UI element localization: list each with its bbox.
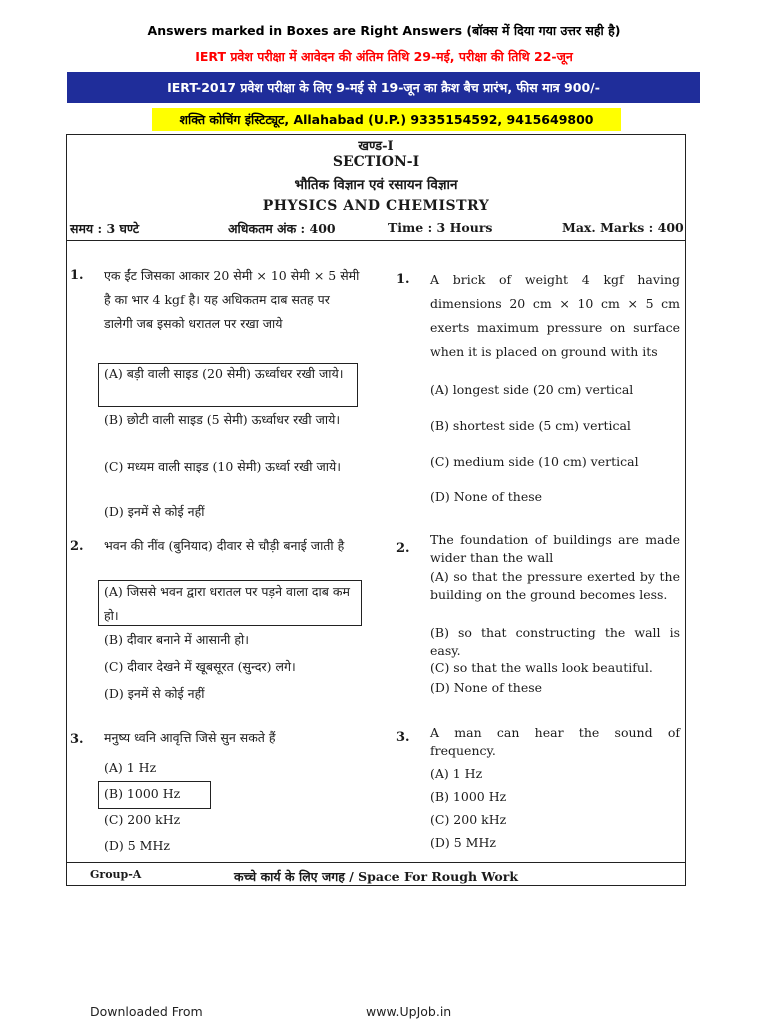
question-number: 2. xyxy=(70,539,84,554)
subject-english: PHYSICS AND CHEMISTRY xyxy=(262,198,490,214)
question-number-english: 3. xyxy=(396,730,410,745)
institute-text: शक्ति कोचिंग इंस्टिट्यूट, Allahabad (U.P.) 9335154592, 9415649800 xyxy=(179,112,594,127)
question-number-english: 1. xyxy=(396,272,410,287)
option-english: (B) so that constructing the wall is easy. xyxy=(430,625,680,658)
downloaded-from-text: Downloaded From xyxy=(90,1004,203,1019)
marks-hindi: अधिकतम अंक : 400 xyxy=(228,221,336,236)
option-hindi: (A) जिससे भवन द्वारा धरातल पर पड़ने वाला दाब कम हो। xyxy=(104,584,350,623)
question-number: 1. xyxy=(70,268,84,283)
header-divider xyxy=(66,240,686,241)
option-hindi: (B) 1000 Hz xyxy=(104,786,181,801)
exam-date-banner: IERT प्रवेश परीक्षा में आवेदन की अंतिम तिथि 29-मई, परीक्षा की तिथि 22-जून xyxy=(195,49,573,64)
question-text-hindi: भवन की नींव (बुनियाद) दीवार से चौड़ी बनाई जाती है xyxy=(104,538,345,553)
rough-work-divider xyxy=(66,862,686,863)
option-hindi: (D) इनमें से कोई नहीं xyxy=(104,504,205,519)
question-text-hindi: एक ईंट जिसका आकार 20 सेमी × 10 सेमी × 5 सेमी है का भार 4 kgf है। यह अधिकतम दाब सतह पर डालेगी जब इसको धरातल पर रखा जाये xyxy=(104,268,360,331)
option-hindi: (B) दीवार बनाने में आसानी हो। xyxy=(104,632,249,647)
option-english: (A) so that the pressure exerted by the building on the ground becomes less. xyxy=(430,569,680,602)
option-english: (A) longest side (20 cm) vertical xyxy=(430,382,634,397)
rough-work-label: कच्चे कार्य के लिए जगह / Space For Rough Work xyxy=(233,869,519,884)
option-english: (D) None of these xyxy=(430,680,543,695)
option-english: (D) 5 MHz xyxy=(430,835,496,850)
time-hindi: समय : 3 घण्टे xyxy=(70,221,140,236)
option-english: (C) so that the walls look beautiful. xyxy=(430,660,653,675)
option-hindi: (A) 1 Hz xyxy=(104,760,157,775)
question-text-english: A brick of weight 4 kgf having dimensions 20 cm × 10 cm × 5 cm exerts maximum pressure on surface when it is placed on ground with its xyxy=(430,272,680,359)
option-english: (A) 1 Hz xyxy=(430,766,483,781)
crash-batch-banner xyxy=(67,72,700,103)
subject-hindi: भौतिक विज्ञान एवं रसायन विज्ञान xyxy=(294,177,458,193)
option-hindi: (C) 200 kHz xyxy=(104,812,181,827)
option-english: (D) None of these xyxy=(430,489,543,504)
option-hindi: (C) मध्यम वाली साइड (10 सेमी) ऊर्ध्वा रखी जाये। xyxy=(104,459,342,474)
option-hindi: (D) 5 MHz xyxy=(104,838,170,853)
marks-english: Max. Marks : 400 xyxy=(562,220,684,235)
option-english: (C) medium side (10 cm) vertical xyxy=(430,454,639,469)
source-site-link[interactable]: www.UpJob.in xyxy=(366,1004,452,1019)
question-text-english: A man can hear the sound of frequency. xyxy=(430,725,680,758)
option-english: (B) shortest side (5 cm) vertical xyxy=(430,418,631,433)
question-number-english: 2. xyxy=(396,541,410,556)
question-text-english: The foundation of buildings are made wider than the wall xyxy=(430,532,680,565)
khand-label: खण्ड-I xyxy=(358,139,394,154)
answer-note-banner: Answers marked in Boxes are Right Answers (बॉक्स में दिया गया उत्तर सही है) xyxy=(147,23,621,38)
group-label: Group-A xyxy=(90,868,142,881)
question-text-hindi: मनुष्य ध्वनि आवृत्ति जिसे सुन सकते हैं xyxy=(104,730,276,745)
question-number: 3. xyxy=(70,732,84,747)
option-english: (C) 200 kHz xyxy=(430,812,507,827)
option-hindi: (D) इनमें से कोई नहीं xyxy=(104,686,205,701)
option-hindi: (C) दीवार देखने में खूबसूरत (सुन्दर) लगे। xyxy=(104,659,296,674)
section-label: SECTION-I xyxy=(332,154,420,170)
option-hindi: (B) छोटी वाली साइड (5 सेमी) ऊर्ध्वाधर रखी जाये। xyxy=(104,412,341,427)
institute-banner xyxy=(152,108,621,131)
option-hindi: (A) बड़ी वाली साइड (20 सेमी) ऊर्ध्वाधर रखी जाये। xyxy=(104,366,344,381)
crash-batch-text: IERT-2017 प्रवेश परीक्षा के लिए 9-मई से 19-जून का क्रैश बैच प्रारंभ, फीस मात्र 900/- xyxy=(167,80,600,95)
time-english: Time : 3 Hours xyxy=(388,220,493,235)
option-english: (B) 1000 Hz xyxy=(430,789,507,804)
